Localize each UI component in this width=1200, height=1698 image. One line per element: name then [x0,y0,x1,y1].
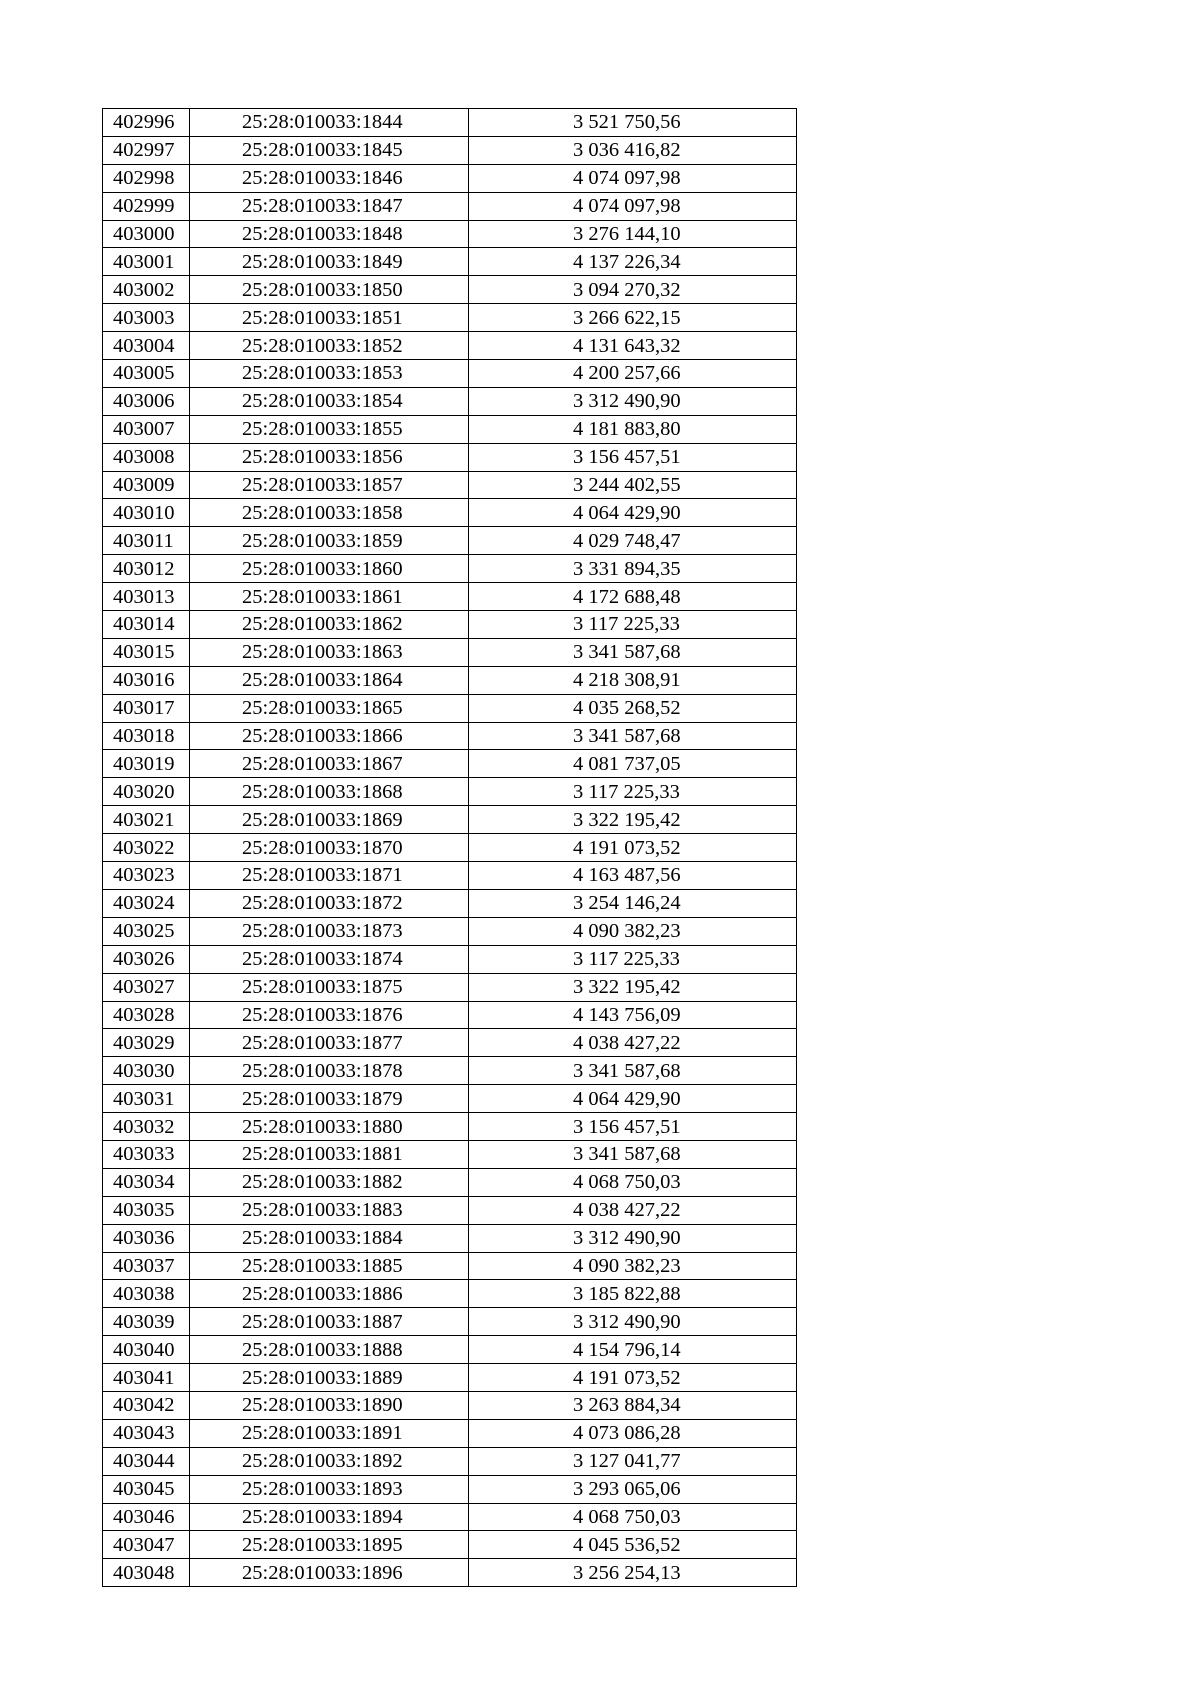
cadastral-number-cell: 25:28:010033:1870 [190,834,469,862]
record-number-cell: 403040 [103,1336,190,1364]
cadastral-number-cell: 25:28:010033:1856 [190,443,469,471]
cadastral-value-cell: 3 094 270,32 [469,276,797,304]
table-row [103,499,797,527]
cadastral-number-cell: 25:28:010033:1888 [190,1336,469,1364]
cadastral-number-cell: 25:28:010033:1868 [190,778,469,806]
cadastral-value-cell: 3 341 587,68 [469,722,797,750]
cadastral-value-cell: 3 322 195,42 [469,806,797,834]
cadastral-number-cell: 25:28:010033:1890 [190,1391,469,1419]
cadastral-number-cell: 25:28:010033:1896 [190,1559,469,1587]
cadastral-value-cell: 4 090 382,23 [469,917,797,945]
record-number-cell: 403005 [103,360,190,388]
cadastral-number-cell: 25:28:010033:1889 [190,1364,469,1392]
cadastral-value-cell: 3 156 457,51 [469,1113,797,1141]
table-row [103,889,797,917]
record-number-cell: 403000 [103,220,190,248]
record-number-cell: 403002 [103,276,190,304]
cadastral-number-cell: 25:28:010033:1892 [190,1447,469,1475]
cadastral-value-cell: 4 137 226,34 [469,248,797,276]
record-number-cell: 403039 [103,1308,190,1336]
cadastral-value-cell: 4 064 429,90 [469,1085,797,1113]
cadastral-number-cell: 25:28:010033:1864 [190,666,469,694]
cadastral-number-cell: 25:28:010033:1859 [190,527,469,555]
cadastral-value-cell: 4 038 427,22 [469,1196,797,1224]
cadastral-number-cell: 25:28:010033:1894 [190,1503,469,1531]
record-number-cell: 403006 [103,387,190,415]
record-number-cell: 403025 [103,917,190,945]
table-row [103,1475,797,1503]
cadastral-value-cell: 4 029 748,47 [469,527,797,555]
cadastral-number-cell: 25:28:010033:1874 [190,945,469,973]
cadastral-value-cell: 4 163 487,56 [469,862,797,890]
table-row [103,332,797,360]
table-row [103,1531,797,1559]
table-row [103,415,797,443]
cadastral-number-cell: 25:28:010033:1857 [190,471,469,499]
record-number-cell: 403038 [103,1280,190,1308]
cadastral-number-cell: 25:28:010033:1887 [190,1308,469,1336]
table-row [103,1419,797,1447]
table-row [103,1252,797,1280]
record-number-cell: 402999 [103,192,190,220]
table-row [103,136,797,164]
record-number-cell: 403037 [103,1252,190,1280]
record-number-cell: 403018 [103,722,190,750]
cadastral-number-cell: 25:28:010033:1867 [190,750,469,778]
cadastral-value-cell: 3 266 622,15 [469,304,797,332]
record-number-cell: 403031 [103,1085,190,1113]
cadastral-value-cell: 3 127 041,77 [469,1447,797,1475]
record-number-cell: 403030 [103,1057,190,1085]
cadastral-value-cell: 3 117 225,33 [469,778,797,806]
table-body [103,109,797,1587]
record-number-cell: 403022 [103,834,190,862]
table-row [103,1308,797,1336]
record-number-cell: 403009 [103,471,190,499]
cadastral-number-cell: 25:28:010033:1844 [190,109,469,137]
record-number-cell: 403036 [103,1224,190,1252]
table-row [103,917,797,945]
cadastral-number-cell: 25:28:010033:1854 [190,387,469,415]
cadastral-value-cell: 3 254 146,24 [469,889,797,917]
cadastral-number-cell: 25:28:010033:1873 [190,917,469,945]
cadastral-value-cell: 3 521 750,56 [469,109,797,137]
table-row [103,1196,797,1224]
record-number-cell: 403034 [103,1168,190,1196]
cadastral-number-cell: 25:28:010033:1871 [190,862,469,890]
table-row [103,583,797,611]
record-number-cell: 403045 [103,1475,190,1503]
table-row [103,304,797,332]
cadastral-value-cell: 4 073 086,28 [469,1419,797,1447]
cadastral-number-cell: 25:28:010033:1885 [190,1252,469,1280]
record-number-cell: 403046 [103,1503,190,1531]
cadastral-number-cell: 25:28:010033:1847 [190,192,469,220]
record-number-cell: 403019 [103,750,190,778]
record-number-cell: 403001 [103,248,190,276]
table-row [103,1364,797,1392]
table-row [103,443,797,471]
cadastral-value-cell: 3 117 225,33 [469,611,797,639]
cadastral-number-cell: 25:28:010033:1865 [190,694,469,722]
cadastral-value-cell: 3 263 884,34 [469,1391,797,1419]
cadastral-number-cell: 25:28:010033:1891 [190,1419,469,1447]
record-number-cell: 403007 [103,415,190,443]
table-row [103,611,797,639]
record-number-cell: 403035 [103,1196,190,1224]
cadastral-number-cell: 25:28:010033:1850 [190,276,469,304]
cadastral-value-cell: 4 035 268,52 [469,694,797,722]
cadastral-number-cell: 25:28:010033:1855 [190,415,469,443]
cadastral-value-cell: 3 312 490,90 [469,387,797,415]
table-row [103,638,797,666]
record-number-cell: 403004 [103,332,190,360]
cadastral-number-cell: 25:28:010033:1886 [190,1280,469,1308]
record-number-cell: 403015 [103,638,190,666]
cadastral-value-cell: 4 181 883,80 [469,415,797,443]
cadastral-value-cell: 4 068 750,03 [469,1503,797,1531]
table-row [103,778,797,806]
record-number-cell: 403033 [103,1140,190,1168]
record-number-cell: 403028 [103,1001,190,1029]
table-row [103,722,797,750]
record-number-cell: 402998 [103,164,190,192]
cadastral-number-cell: 25:28:010033:1895 [190,1531,469,1559]
cadastral-value-cell: 3 156 457,51 [469,443,797,471]
table-row [103,1113,797,1141]
cadastral-number-cell: 25:28:010033:1862 [190,611,469,639]
cadastral-number-cell: 25:28:010033:1845 [190,136,469,164]
cadastral-value-cell: 4 143 756,09 [469,1001,797,1029]
record-number-cell: 403041 [103,1364,190,1392]
table-row [103,694,797,722]
table-row [103,945,797,973]
table-row [103,387,797,415]
record-number-cell: 402996 [103,109,190,137]
cadastral-number-cell: 25:28:010033:1860 [190,555,469,583]
record-number-cell: 403024 [103,889,190,917]
record-number-cell: 403011 [103,527,190,555]
table-row [103,1057,797,1085]
table-row [103,276,797,304]
table-row [103,1503,797,1531]
table-row [103,666,797,694]
cadastral-value-cell: 4 081 737,05 [469,750,797,778]
table-row [103,1029,797,1057]
cadastral-value-cell: 4 038 427,22 [469,1029,797,1057]
record-number-cell: 403047 [103,1531,190,1559]
table-row [103,1447,797,1475]
table-row [103,1140,797,1168]
record-number-cell: 403013 [103,583,190,611]
cadastral-value-cell: 3 036 416,82 [469,136,797,164]
table-row [103,973,797,1001]
cadastral-number-cell: 25:28:010033:1851 [190,304,469,332]
record-number-cell: 403026 [103,945,190,973]
cadastral-number-cell: 25:28:010033:1880 [190,1113,469,1141]
cadastral-number-cell: 25:28:010033:1863 [190,638,469,666]
cadastral-number-cell: 25:28:010033:1858 [190,499,469,527]
cadastral-number-cell: 25:28:010033:1866 [190,722,469,750]
cadastral-value-cell: 4 191 073,52 [469,1364,797,1392]
cadastral-number-cell: 25:28:010033:1877 [190,1029,469,1057]
table-row [103,1085,797,1113]
cadastral-value-cell: 4 064 429,90 [469,499,797,527]
cadastral-value-cell: 4 045 536,52 [469,1531,797,1559]
cadastral-value-cell: 3 341 587,68 [469,1057,797,1085]
cadastral-number-cell: 25:28:010033:1881 [190,1140,469,1168]
cadastral-number-cell: 25:28:010033:1883 [190,1196,469,1224]
table-row [103,862,797,890]
record-number-cell: 403010 [103,499,190,527]
table-row [103,834,797,862]
record-number-cell: 403012 [103,555,190,583]
record-number-cell: 403048 [103,1559,190,1587]
record-number-cell: 403042 [103,1391,190,1419]
cadastral-number-cell: 25:28:010033:1852 [190,332,469,360]
cadastral-value-cell: 4 131 643,32 [469,332,797,360]
cadastral-number-cell: 25:28:010033:1861 [190,583,469,611]
table-row [103,360,797,388]
table-row [103,109,797,137]
table-row [103,164,797,192]
table-row [103,471,797,499]
table-row [103,527,797,555]
cadastral-number-cell: 25:28:010033:1875 [190,973,469,1001]
record-number-cell: 403003 [103,304,190,332]
record-number-cell: 403043 [103,1419,190,1447]
cadastral-value-cell: 3 312 490,90 [469,1224,797,1252]
cadastral-value-cell: 3 244 402,55 [469,471,797,499]
cadastral-number-cell: 25:28:010033:1848 [190,220,469,248]
record-number-cell: 403014 [103,611,190,639]
cadastral-value-cell: 3 256 254,13 [469,1559,797,1587]
cadastral-number-cell: 25:28:010033:1869 [190,806,469,834]
record-number-cell: 403023 [103,862,190,890]
cadastral-number-cell: 25:28:010033:1849 [190,248,469,276]
cadastral-value-cell: 4 200 257,66 [469,360,797,388]
cadastral-value-cell: 3 276 144,10 [469,220,797,248]
table-row [103,1559,797,1587]
cadastral-value-cell: 3 341 587,68 [469,1140,797,1168]
table-row [103,750,797,778]
cadastral-number-cell: 25:28:010033:1893 [190,1475,469,1503]
cadastral-value-table [102,108,797,1587]
cadastral-value-cell: 3 341 587,68 [469,638,797,666]
record-number-cell: 403008 [103,443,190,471]
cadastral-value-cell: 4 154 796,14 [469,1336,797,1364]
table-row [103,220,797,248]
cadastral-value-cell: 4 172 688,48 [469,583,797,611]
table-row [103,1224,797,1252]
cadastral-value-cell: 3 185 822,88 [469,1280,797,1308]
cadastral-value-cell: 4 191 073,52 [469,834,797,862]
record-number-cell: 403017 [103,694,190,722]
cadastral-number-cell: 25:28:010033:1853 [190,360,469,388]
cadastral-value-cell: 3 322 195,42 [469,973,797,1001]
record-number-cell: 403021 [103,806,190,834]
cadastral-value-cell: 3 312 490,90 [469,1308,797,1336]
table-row [103,1280,797,1308]
record-number-cell: 403044 [103,1447,190,1475]
cadastral-number-cell: 25:28:010033:1846 [190,164,469,192]
cadastral-value-cell: 4 090 382,23 [469,1252,797,1280]
cadastral-value-cell: 4 074 097,98 [469,164,797,192]
cadastral-number-cell: 25:28:010033:1878 [190,1057,469,1085]
record-number-cell: 403027 [103,973,190,1001]
cadastral-value-cell: 4 068 750,03 [469,1168,797,1196]
cadastral-value-cell: 3 117 225,33 [469,945,797,973]
cadastral-number-cell: 25:28:010033:1876 [190,1001,469,1029]
table-row [103,1391,797,1419]
cadastral-number-cell: 25:28:010033:1884 [190,1224,469,1252]
table-row [103,1336,797,1364]
table-row [103,248,797,276]
table-row [103,555,797,583]
table-row [103,1001,797,1029]
table-row [103,1168,797,1196]
record-number-cell: 402997 [103,136,190,164]
table-row [103,806,797,834]
record-number-cell: 403032 [103,1113,190,1141]
table-row [103,192,797,220]
cadastral-value-cell: 4 218 308,91 [469,666,797,694]
cadastral-number-cell: 25:28:010033:1879 [190,1085,469,1113]
cadastral-number-cell: 25:28:010033:1882 [190,1168,469,1196]
cadastral-number-cell: 25:28:010033:1872 [190,889,469,917]
record-number-cell: 403020 [103,778,190,806]
record-number-cell: 403016 [103,666,190,694]
cadastral-value-cell: 4 074 097,98 [469,192,797,220]
cadastral-value-cell: 3 331 894,35 [469,555,797,583]
record-number-cell: 403029 [103,1029,190,1057]
cadastral-value-cell: 3 293 065,06 [469,1475,797,1503]
